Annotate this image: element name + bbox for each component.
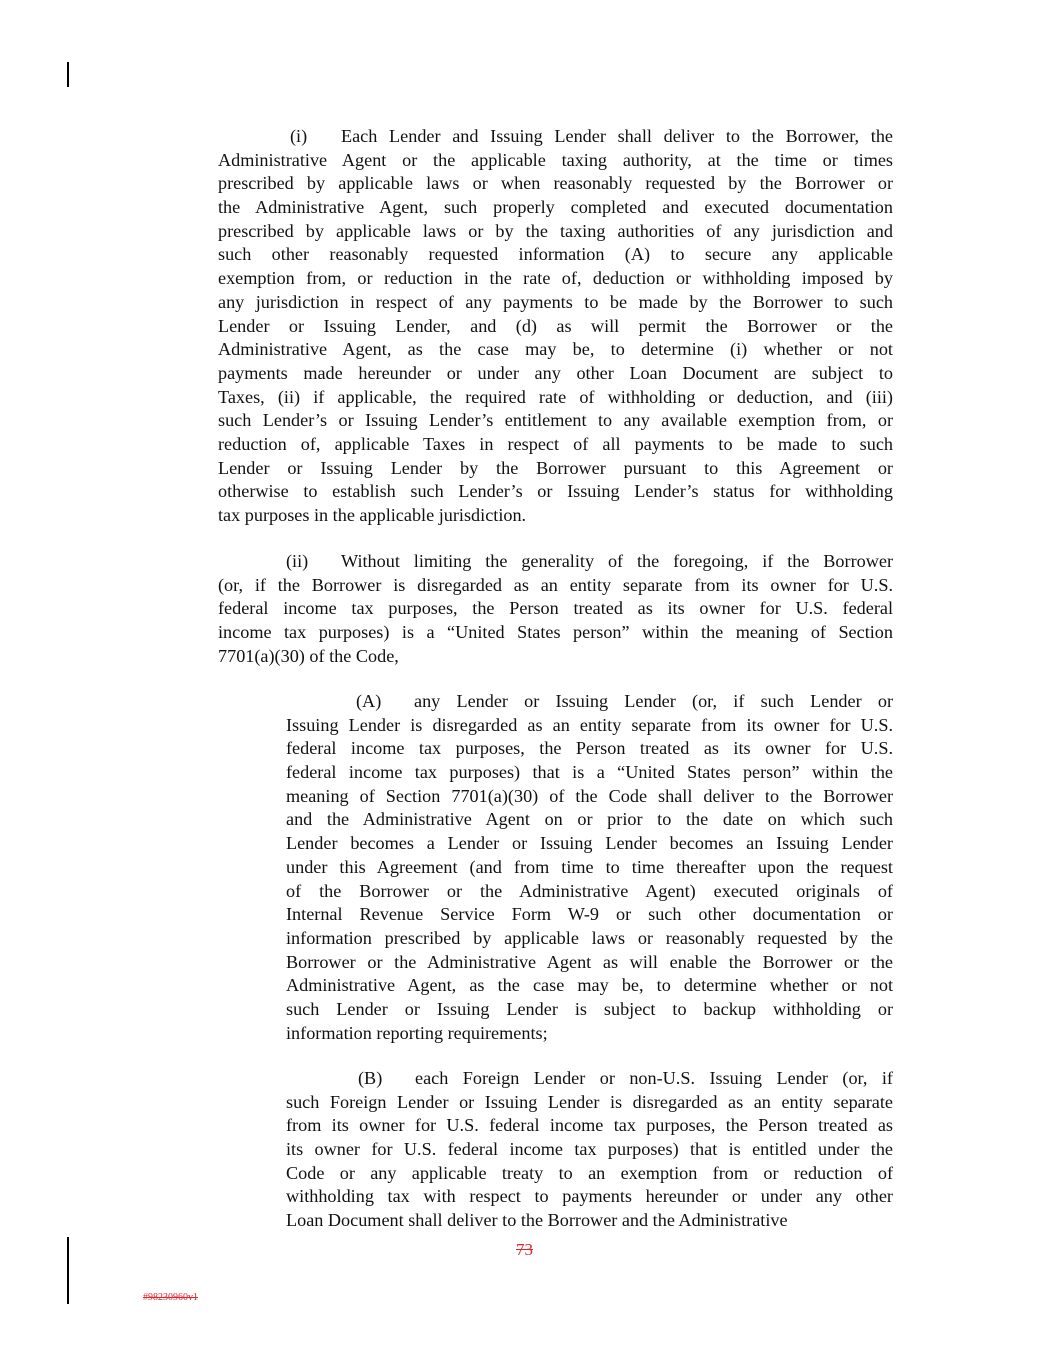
paragraph-line [218, 550, 893, 574]
paragraph-A [286, 690, 893, 1045]
paragraph-line [286, 690, 893, 714]
paragraph-line: Administrative Agent, as the case may be, to determine (i) whether or not [218, 339, 893, 360]
paragraph-line-text: each Foreign Lender or non-U.S. Issuing Lender (or, if [415, 1068, 893, 1088]
paragraph-line: Taxes, (ii) if applicable, the required rate of withholding or deduction, and (iii) [218, 386, 893, 407]
paragraph-line: its owner for U.S. federal income tax purposes) that is entitled under the [286, 1139, 893, 1160]
paragraph-ii [218, 550, 893, 668]
paragraph-line: such Lender’s or Issuing Lender’s entitlement to any available exemption from, or [218, 410, 893, 431]
paragraph-line: Internal Revenue Service Form W-9 or such other documentation or [286, 904, 893, 925]
paragraph-line-text: any Lender or Issuing Lender (or, if such Lender or [414, 691, 893, 711]
document-id: #98230960v1 [143, 1292, 198, 1303]
paragraph-line: Administrative Agent or the applicable taxing authority, at the time or times [218, 149, 893, 170]
paragraph-line: reduction of, applicable Taxes in respect of all payments to be made to such [218, 433, 893, 454]
paragraph-line: Borrower or the Administrative Agent as will enable the Borrower or the [286, 951, 893, 972]
paragraph-line [286, 1067, 893, 1091]
paragraph-line: information prescribed by applicable laws or reasonably requested by the [286, 927, 893, 948]
paragraph-line: Lender becomes a Lender or Issuing Lender becomes an Issuing Lender [286, 833, 893, 854]
paragraph-i [218, 125, 893, 528]
paragraph-line: information reporting requirements; [286, 1022, 548, 1043]
paragraph-line: Administrative Agent, as the case may be, to determine whether or not [286, 975, 893, 996]
paragraph-line: such Foreign Lender or Issuing Lender is disregarded as an entity separate [286, 1091, 893, 1112]
paragraph-line-text: Without limiting the generality of the foregoing, if the Borrower [341, 551, 893, 571]
paragraph-line: federal income tax purposes) that is a “United States person” within the [286, 762, 893, 783]
change-bar-top [67, 62, 69, 87]
paragraph-line: withholding tax with respect to payments hereunder or under any other [286, 1186, 893, 1207]
paragraph-line [218, 125, 893, 149]
paragraph-line: Loan Document shall deliver to the Borrower and the Administrative [286, 1210, 788, 1231]
paragraph-line: Code or any applicable treaty to an exemption from or reduction of [286, 1162, 893, 1183]
paragraph-line: such Lender or Issuing Lender is subject to backup withholding or [286, 998, 893, 1019]
paragraph-line: otherwise to establish such Lender’s or Issuing Lender’s status for withholding [218, 481, 893, 502]
paragraph-B [286, 1067, 893, 1233]
paragraph-line: prescribed by applicable laws or when reasonably requested by the Borrower or [218, 173, 893, 194]
paragraph-line: tax purposes in the applicable jurisdiction. [218, 505, 527, 525]
paragraph-line: and the Administrative Agent on or prior to the date on which such [286, 809, 893, 830]
paragraph-line-text: Each Lender and Issuing Lender shall deliver to the Borrower, the [341, 126, 893, 146]
page-number: 73 [516, 1240, 533, 1259]
paragraph-line: Issuing Lender is disregarded as an entity separate from its owner for U.S. [286, 714, 893, 735]
paragraph-label: (A) [356, 691, 382, 711]
paragraph-label: (B) [358, 1068, 383, 1088]
paragraph-line: federal income tax purposes, the Person treated as its owner for U.S. federal [218, 598, 893, 619]
change-bar-bottom [67, 1237, 69, 1304]
paragraph-line: (or, if the Borrower is disregarded as an entity separate from its owner for U.S. [218, 574, 893, 595]
paragraph-line: of the Borrower or the Administrative Agent) executed originals of [286, 880, 893, 901]
paragraph-line: exemption from, or reduction in the rate of, deduction or withholding imposed by [218, 268, 893, 289]
paragraph-line: such other reasonably requested information (A) to secure any applicable [218, 244, 893, 265]
paragraph-line: 7701(a)(30) of the Code, [218, 645, 399, 666]
paragraph-line: meaning of Section 7701(a)(30) of the Code shall deliver to the Borrower [286, 785, 893, 806]
paragraph-line: under this Agreement (and from time to time thereafter upon the request [286, 856, 893, 877]
paragraph-line: from its owner for U.S. federal income tax purposes, the Person treated as [286, 1115, 893, 1136]
paragraph-line: the Administrative Agent, such properly completed and executed documentation [218, 197, 893, 218]
paragraph-line: prescribed by applicable laws or by the taxing authorities of any jurisdiction and [218, 220, 893, 241]
paragraph-line: Lender or Issuing Lender, and (d) as will permit the Borrower or the [218, 315, 893, 336]
paragraph-line: Lender or Issuing Lender by the Borrower pursuant to this Agreement or [218, 457, 893, 478]
paragraph-line: any jurisdiction in respect of any payments to be made by the Borrower to such [218, 291, 893, 312]
paragraph-label: (i) [290, 126, 308, 146]
paragraph-line: income tax purposes) is a “United States person” within the meaning of Section [218, 622, 893, 643]
paragraph-line: payments made hereunder or under any other Loan Document are subject to [218, 362, 893, 383]
paragraph-line: federal income tax purposes, the Person treated as its owner for U.S. [286, 738, 893, 759]
paragraph-label: (ii) [286, 551, 309, 571]
